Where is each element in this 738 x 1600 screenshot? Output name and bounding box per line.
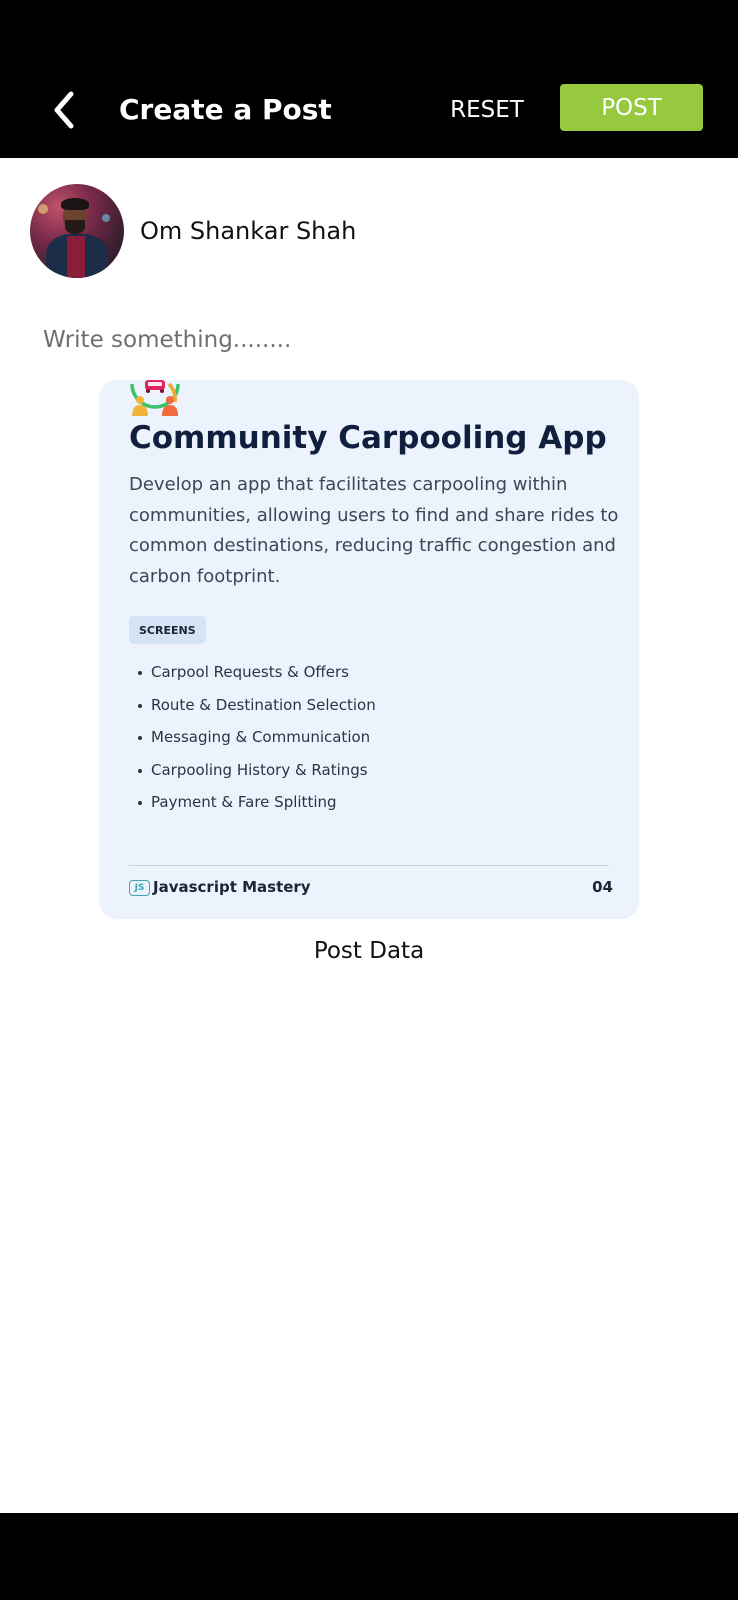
user-row bbox=[30, 184, 356, 278]
list-item: Carpool Requests & Offers bbox=[129, 662, 376, 695]
list-item: Messaging & Communication bbox=[129, 727, 376, 760]
carpool-logo-icon bbox=[129, 380, 181, 416]
list-item: Carpooling History & Ratings bbox=[129, 760, 376, 793]
back-button[interactable] bbox=[40, 86, 88, 134]
list-item: Payment & Fare Splitting bbox=[129, 792, 376, 825]
card-description: Develop an app that facilitates carpooling within communities, allowing users to find and share rides to common destinations, reducing traffic congestion and carbon footprint. bbox=[129, 474, 619, 587]
brand-logo: JS bbox=[129, 880, 150, 896]
post-button[interactable]: POST bbox=[560, 84, 703, 131]
page-number: 04 bbox=[592, 878, 613, 896]
post-image-preview bbox=[99, 380, 639, 919]
page-title: Create a Post bbox=[119, 93, 332, 126]
reset-button[interactable]: RESET bbox=[450, 97, 524, 123]
card-title: Community Carpooling App bbox=[129, 420, 607, 456]
screens-badge: SCREENS bbox=[129, 616, 206, 644]
post-text-input[interactable] bbox=[38, 316, 708, 364]
user-name: Om Shankar Shah bbox=[140, 217, 357, 245]
screens-list bbox=[129, 662, 376, 825]
app-header bbox=[0, 64, 738, 158]
card-divider bbox=[129, 865, 609, 866]
list-item: Route & Destination Selection bbox=[129, 695, 376, 728]
avatar bbox=[30, 184, 124, 278]
post-caption: Post Data bbox=[313, 938, 425, 964]
navigation-bar bbox=[0, 1513, 738, 1600]
brand-name: Javascript Mastery bbox=[153, 878, 311, 896]
chevron-left-icon bbox=[49, 90, 79, 130]
status-bar bbox=[0, 0, 738, 64]
